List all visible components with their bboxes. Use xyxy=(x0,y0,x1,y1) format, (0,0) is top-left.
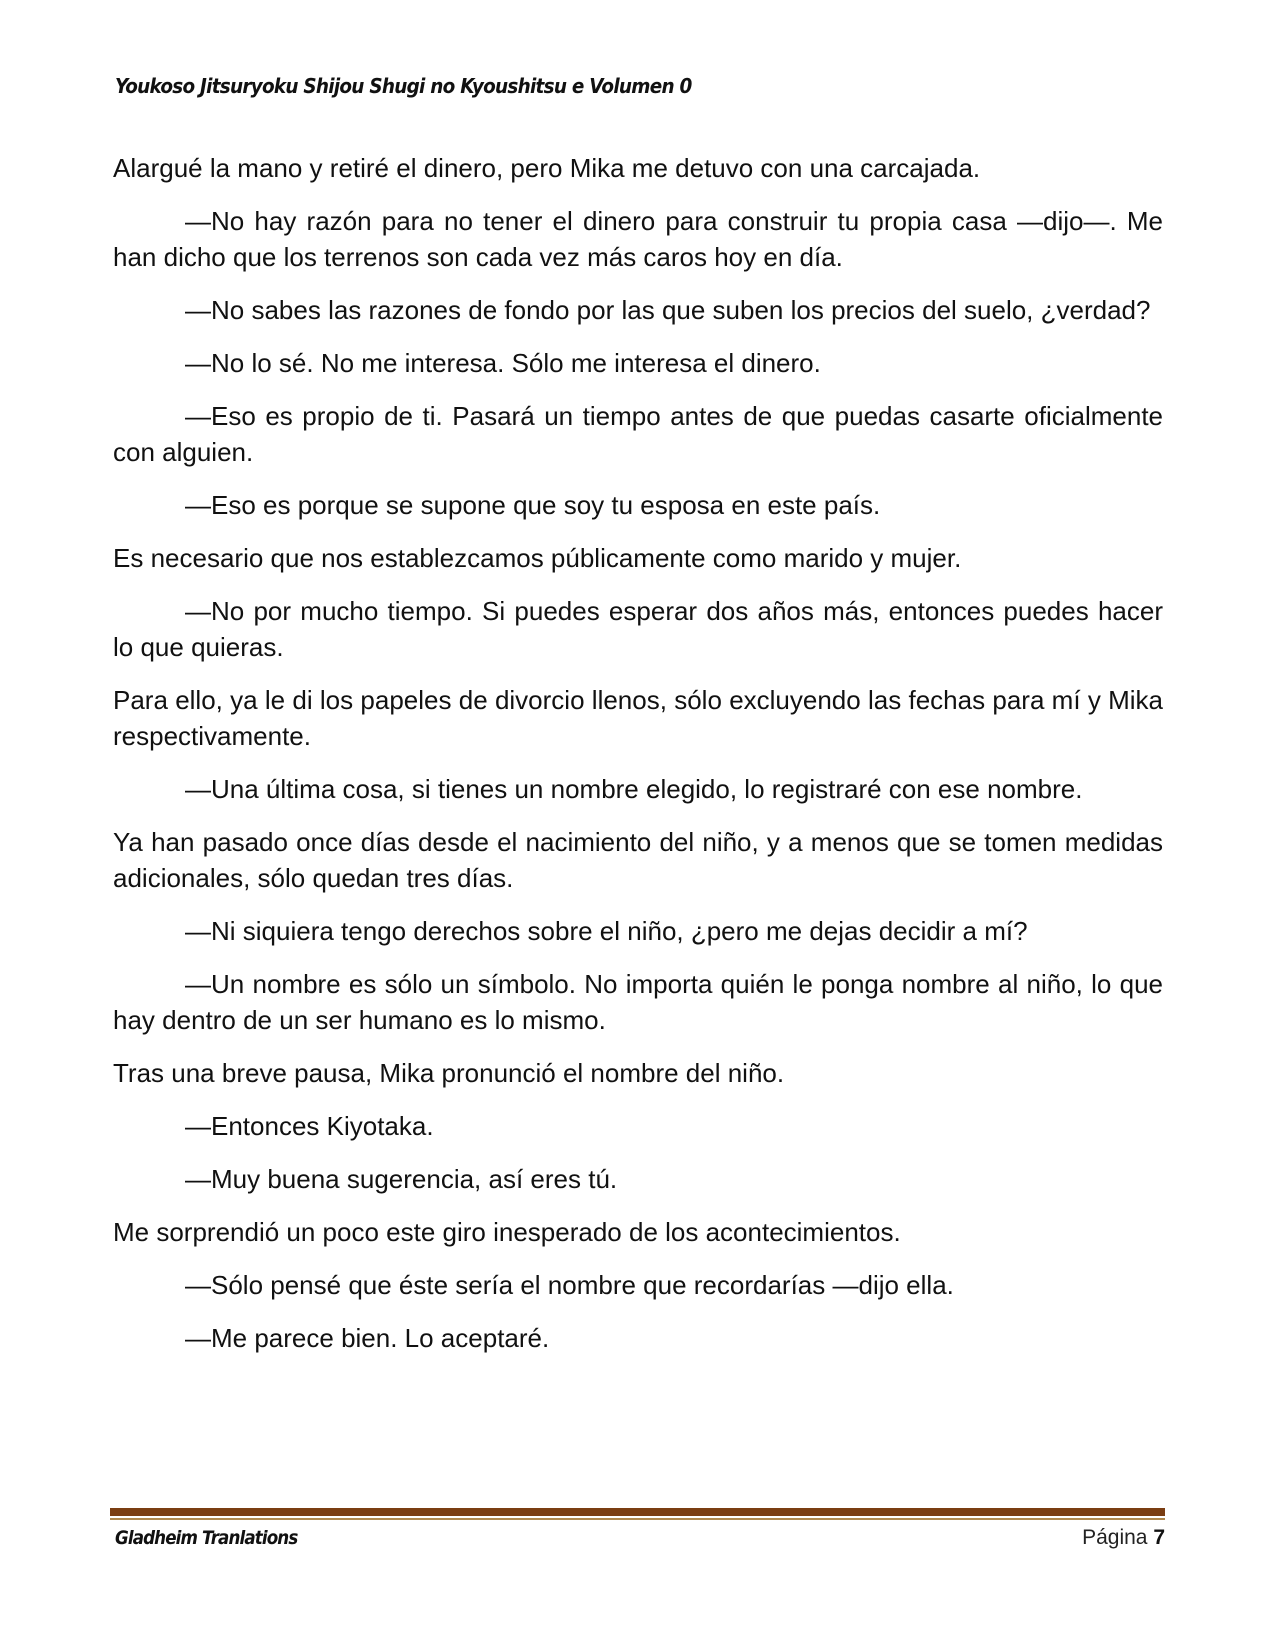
dialogue-paragraph: —Eso es porque se supone que soy tu esposa en este país. xyxy=(185,490,881,520)
paragraph: Para ello, ya le di los papeles de divorcio llenos, sólo excluyendo las fechas para mí y Mika respectivamente. xyxy=(113,685,1163,751)
dialogue-paragraph: —Un nombre es sólo un símbolo. No importa quién le ponga nombre al niño, lo que hay dentro de un ser humano es lo mismo. xyxy=(113,969,1163,1035)
running-header: Youkoso Jitsuryoku Shijou Shugi no Kyoushitsu e Volumen 0 xyxy=(115,74,692,98)
dialogue-paragraph: —No por mucho tiempo. Si puedes esperar dos años más, entonces puedes hacer lo que quieras. xyxy=(113,596,1163,662)
body-text xyxy=(113,150,1163,1373)
dialogue-paragraph: —Me parece bien. Lo aceptaré. xyxy=(185,1323,550,1353)
footer-publisher: Gladheim Tranlations xyxy=(115,1527,298,1549)
dialogue-paragraph: —Una última cosa, si tienes un nombre elegido, lo registraré con ese nombre. xyxy=(185,774,1083,804)
paragraph: Ya han pasado once días desde el nacimiento del niño, y a menos que se tomen medidas adicionales, sólo quedan tres días. xyxy=(113,827,1163,893)
page-label: Página xyxy=(1082,1526,1148,1549)
dialogue-paragraph: —Muy buena sugerencia, así eres tú. xyxy=(185,1164,618,1194)
dialogue-paragraph: —No hay razón para no tener el dinero para construir tu propia casa —dijo—. Me han dicho que los terrenos son cada vez más caros hoy en día. xyxy=(113,206,1163,272)
footer-divider-thick xyxy=(110,1508,1165,1516)
dialogue-paragraph: —No lo sé. No me interesa. Sólo me interesa el dinero. xyxy=(185,348,821,378)
paragraph: Es necesario que nos establezcamos públicamente como marido y mujer. xyxy=(113,543,962,573)
dialogue-paragraph: —No sabes las razones de fondo por las que suben los precios del suelo, ¿verdad? xyxy=(185,295,1151,325)
paragraph: Me sorprendió un poco este giro inesperado de los acontecimientos. xyxy=(113,1217,901,1247)
page-number: 7 xyxy=(1153,1526,1165,1549)
dialogue-paragraph: —Entonces Kiyotaka. xyxy=(185,1111,434,1141)
page-number-label xyxy=(1082,1526,1165,1550)
dialogue-paragraph: —Ni siquiera tengo derechos sobre el niño, ¿pero me dejas decidir a mí? xyxy=(185,916,1028,946)
dialogue-paragraph: —Eso es propio de ti. Pasará un tiempo antes de que puedas casarte oficialmente con alguien. xyxy=(113,401,1163,467)
footer-divider-thin xyxy=(110,1518,1165,1520)
paragraph: Tras una breve pausa, Mika pronunció el nombre del niño. xyxy=(113,1058,785,1088)
dialogue-paragraph: —Sólo pensé que éste sería el nombre que recordarías —dijo ella. xyxy=(185,1270,954,1300)
footer-divider xyxy=(110,1508,1165,1520)
paragraph: Alargué la mano y retiré el dinero, pero Mika me detuvo con una carcajada. xyxy=(113,153,981,183)
